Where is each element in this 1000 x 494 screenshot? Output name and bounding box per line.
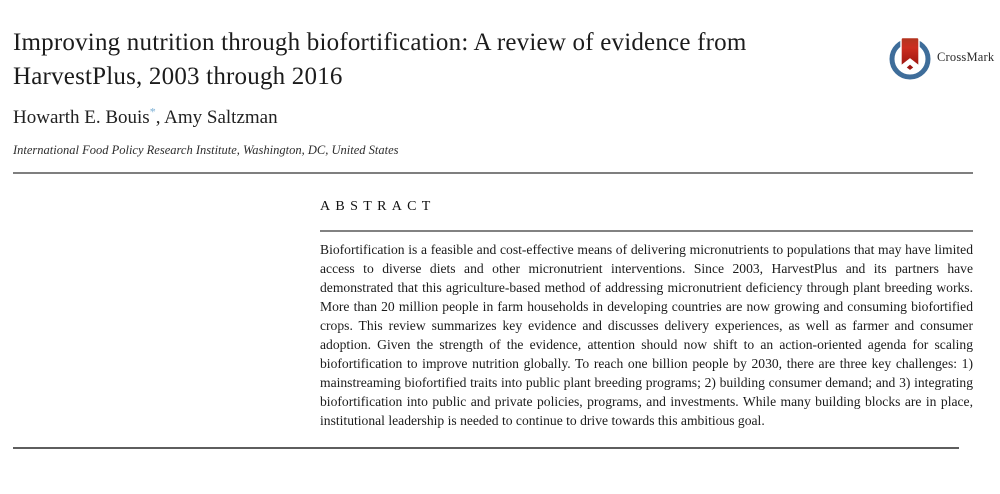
abstract-section (320, 199, 973, 430)
affiliation: International Food Policy Research Institute, Washington, DC, United States (13, 143, 399, 157)
header-divider (13, 172, 973, 174)
crossmark-badge[interactable] (888, 33, 1000, 81)
author-name-2: Amy Saltzman (164, 107, 278, 128)
title-line-1: Improving nutrition through biofortification: A review of evidence from (13, 29, 747, 56)
article-title (13, 26, 853, 94)
author-line (13, 104, 973, 129)
crossmark-logo-icon (888, 34, 932, 80)
bottom-divider (13, 447, 959, 449)
crossmark-label: CrossMark (937, 49, 995, 64)
author-separator: , (155, 107, 165, 128)
abstract-heading: ABSTRACT (320, 199, 436, 214)
author-name-1: Howarth E. Bouis (13, 107, 150, 128)
corresponding-author-asterisk[interactable]: * (149, 104, 156, 119)
title-line-2: HarvestPlus, 2003 through 2016 (13, 63, 343, 90)
abstract-divider (320, 230, 973, 232)
abstract-text: Biofortification is a feasible and cost-effective means of delivering micronutrients to populations that may have limited access to diverse diets and other micronutrient interventions. Since 2003, HarvestPlus and its partners have demonstrated that this agriculture-based method of addressing micronutrient deficiency through plant breeding works. More than 20 million people in farm households in developing countries are now growing and consuming biofortified crops. This review summarizes key evidence and discusses delivery experiences, as well as farmer and consumer adoption. Given the strength of the evidence, attention should now shift to an action-oriented agenda for scaling biofortification to improve nutrition globally. To reach one billion people by 2030, there are three key challenges: 1) mainstreaming biofortified traits into public plant breeding programs; 2) building consumer demand; and 3) integrating biofortification into public and private policies, programs, and investments. While many building blocks are in place, institutional leadership is needed to continue to drive towards this ambitious goal. (320, 242, 973, 428)
